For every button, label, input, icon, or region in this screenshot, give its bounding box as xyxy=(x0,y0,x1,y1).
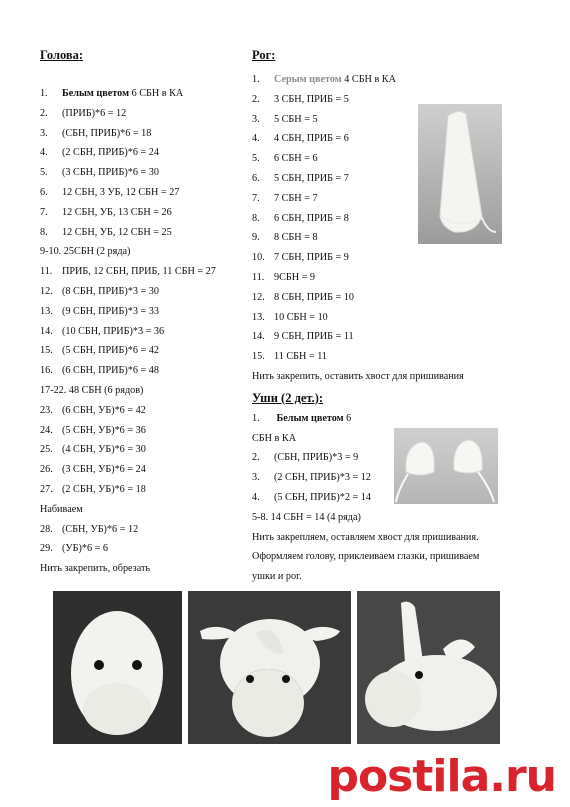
row-text: 6 СБН в КА xyxy=(131,88,184,99)
row-text: 5 СБН, ПРИБ = 7 xyxy=(274,172,349,184)
horn-row xyxy=(252,189,552,209)
row-text: (2 СБН, ПРИБ)*6 = 24 xyxy=(62,147,159,159)
row-text: (8 СБН, ПРИБ)*3 = 30 xyxy=(62,285,159,297)
head-row xyxy=(40,341,255,361)
horn-photo xyxy=(418,104,502,244)
head-photo-side xyxy=(357,591,500,744)
row-number: 1. xyxy=(40,88,48,99)
row-number: 2. xyxy=(252,452,260,464)
row-text: (СБН, ПРИБ)*3 = 9 xyxy=(274,452,359,464)
head-row xyxy=(40,302,255,322)
row-number: 26. xyxy=(40,464,53,476)
row-number: 5. xyxy=(252,153,260,165)
row-text: 3 СБН, ПРИБ = 5 xyxy=(274,93,349,105)
head-row xyxy=(40,440,255,460)
head-row xyxy=(40,223,255,243)
row-number: 7. xyxy=(252,192,260,204)
head-row xyxy=(40,520,255,540)
row-number: 6. xyxy=(40,186,48,198)
row-text: (9 СБН, ПРИБ)*3 = 33 xyxy=(62,305,159,317)
row-number: 1. xyxy=(252,412,260,424)
head-rows xyxy=(40,84,255,579)
horn-row xyxy=(252,228,552,248)
head-row xyxy=(40,480,255,500)
row-text: 8 СБН, ПРИБ = 10 xyxy=(274,291,354,303)
row-text: (6 СБН, ПРИБ)*6 = 48 xyxy=(62,365,159,377)
horn-rows xyxy=(252,70,552,367)
row-number: 2. xyxy=(252,93,260,105)
horn-row xyxy=(252,129,552,149)
row-number: 6. xyxy=(252,172,260,184)
row-number: 24. xyxy=(40,424,53,436)
head-row xyxy=(40,401,255,421)
head-row xyxy=(40,322,255,342)
horn-row xyxy=(252,110,552,130)
head-row xyxy=(40,203,255,223)
row-text: 4 СБН в КА xyxy=(344,74,396,85)
ears-row-1-cont: СБН в КА xyxy=(252,432,297,444)
horn-row xyxy=(252,347,552,367)
row-text: 12 СБН, УБ, 12 СБН = 25 xyxy=(62,226,172,238)
row-text: (2 СБН, УБ)*6 = 18 xyxy=(62,483,146,495)
head-row xyxy=(40,421,255,441)
row-number: 23. xyxy=(40,404,53,416)
row-text: 8 СБН = 8 xyxy=(274,232,318,244)
row-number: 8. xyxy=(252,212,260,224)
row-text: 4 СБН, ПРИБ = 6 xyxy=(274,133,349,145)
row-number: 4. xyxy=(40,147,48,159)
head-row xyxy=(40,104,255,124)
row-text: 9СБН = 9 xyxy=(274,271,316,283)
head-row xyxy=(40,282,255,302)
horn-row xyxy=(252,209,552,229)
head-row xyxy=(40,163,255,183)
row-number: 27. xyxy=(40,483,53,495)
head-row xyxy=(40,143,255,163)
row-text: (10 СБН, ПРИБ)*3 = 36 xyxy=(62,325,165,337)
head-row xyxy=(40,381,255,401)
row-number: 4. xyxy=(252,133,260,145)
ears-row-5-8: 5-8. 14 СБН = 14 (4 ряда) xyxy=(252,511,361,523)
horn-row xyxy=(252,90,552,110)
row-text: 6 СБН, ПРИБ = 8 xyxy=(274,212,349,224)
color-label: Белым цветом xyxy=(276,412,344,424)
horn-title: Рог: xyxy=(252,48,276,62)
head-photo-front xyxy=(53,591,182,744)
head-title: Голова: xyxy=(40,48,84,62)
row-text: 12 СБН, 3 УБ, 12 СБН = 27 xyxy=(62,186,180,198)
ears-footer-1: Нить закрепляем, оставляем хвост для пришивания. xyxy=(252,531,479,543)
ears-title: Уши (2 дет.): xyxy=(252,390,324,405)
ears-photo xyxy=(394,428,498,504)
row-text: Нить закрепить, обрезать xyxy=(40,563,151,575)
row-text: 12 СБН, УБ, 13 СБН = 26 xyxy=(62,206,172,218)
row-number: 13. xyxy=(40,305,53,317)
horn-row xyxy=(252,149,552,169)
head-row xyxy=(40,460,255,480)
row-text: 9-10. 25СБН (2 ряда) xyxy=(40,246,131,258)
ears-footer-3: ушки и рог. xyxy=(252,571,302,583)
row-text: ПРИБ, 12 СБН, ПРИБ, 11 СБН = 27 xyxy=(62,266,216,278)
row-number: 3. xyxy=(252,472,260,484)
row-number: 25. xyxy=(40,444,53,456)
row-number: 13. xyxy=(252,311,265,323)
row-number: 28. xyxy=(40,523,53,535)
row-text: (2 СБН, ПРИБ)*3 = 12 xyxy=(274,472,371,484)
row-number: 15. xyxy=(252,351,265,363)
head-row xyxy=(40,361,255,381)
row-text: Набиваем xyxy=(40,503,83,515)
row-number: 14. xyxy=(40,325,53,337)
watermark-logo[interactable]: postila.ru xyxy=(327,751,556,802)
row-text: 9 СБН, ПРИБ = 11 xyxy=(274,331,354,343)
horn-row xyxy=(252,327,552,347)
row-text: 11 СБН = 11 xyxy=(274,351,328,363)
horn-row xyxy=(252,288,552,308)
horn-row xyxy=(252,268,552,288)
color-label: Белым цветом xyxy=(62,88,130,99)
row-text: 6 СБН = 6 xyxy=(274,153,318,165)
head-row xyxy=(40,183,255,203)
row-text: 6 xyxy=(346,412,352,424)
row-number: 14. xyxy=(252,331,265,343)
row-text: (3 СБН, УБ)*6 = 24 xyxy=(62,464,146,476)
row-number: 3. xyxy=(40,127,48,139)
row-number: 10. xyxy=(252,252,265,264)
horn-row xyxy=(252,70,552,90)
horn-section xyxy=(252,48,552,587)
row-number: 12. xyxy=(252,291,265,303)
row-text: (3 СБН, ПРИБ)*6 = 30 xyxy=(62,167,159,179)
head-photo-ears xyxy=(188,591,351,744)
horn-row xyxy=(252,308,552,328)
horn-row xyxy=(252,169,552,189)
row-text: (4 СБН, УБ)*6 = 30 xyxy=(62,444,146,456)
row-number: 5. xyxy=(40,167,48,179)
row-number: 16. xyxy=(40,365,53,377)
head-section xyxy=(40,48,255,579)
row-text: (СБН, ПРИБ)*6 = 18 xyxy=(62,127,152,139)
color-label: Серым цветом xyxy=(274,74,342,85)
row-text: (5 СБН, ПРИБ)*2 = 14 xyxy=(274,491,371,503)
head-row xyxy=(40,539,255,559)
row-text: (5 СБН, УБ)*6 = 36 xyxy=(62,424,146,436)
row-text: (СБН, УБ)*6 = 12 xyxy=(62,523,139,535)
horn-row xyxy=(252,248,552,268)
row-number: 3. xyxy=(252,113,260,125)
row-number: 1. xyxy=(252,74,260,85)
head-row xyxy=(40,559,255,579)
row-text: (ПРИБ)*6 = 12 xyxy=(62,107,127,119)
row-text: 7 СБН, ПРИБ = 9 xyxy=(274,252,349,264)
row-text: 5 СБН = 5 xyxy=(274,113,318,125)
row-number: 9. xyxy=(252,232,260,244)
head-row xyxy=(40,262,255,282)
head-row xyxy=(40,124,255,144)
row-text: (5 СБН, ПРИБ)*6 = 42 xyxy=(62,345,159,357)
row-number: 2. xyxy=(40,107,48,119)
row-number: 11. xyxy=(40,266,53,278)
row-text: 10 СБН = 10 xyxy=(274,311,328,323)
row-number: 11. xyxy=(252,271,265,283)
row-number: 12. xyxy=(40,285,53,297)
row-text: (6 СБН, УБ)*6 = 42 xyxy=(62,404,146,416)
ears-footer-2: Оформляем голову, приклеиваем глазки, пришиваем xyxy=(252,551,480,563)
head-row xyxy=(40,84,255,104)
row-text: (УБ)*6 = 6 xyxy=(62,543,108,555)
head-row xyxy=(40,500,255,520)
row-text: 7 СБН = 7 xyxy=(274,192,318,204)
row-number: 8. xyxy=(40,226,48,238)
ears-row-1 xyxy=(252,409,552,429)
row-number: 4. xyxy=(252,491,260,503)
horn-footer: Нить закрепить, оставить хвост для пришивания xyxy=(252,370,464,382)
row-number: 29. xyxy=(40,543,53,555)
row-text: 17-22. 48 СБН (6 рядов) xyxy=(40,384,144,396)
row-number: 7. xyxy=(40,206,48,218)
head-row xyxy=(40,242,255,262)
row-number: 15. xyxy=(40,345,53,357)
